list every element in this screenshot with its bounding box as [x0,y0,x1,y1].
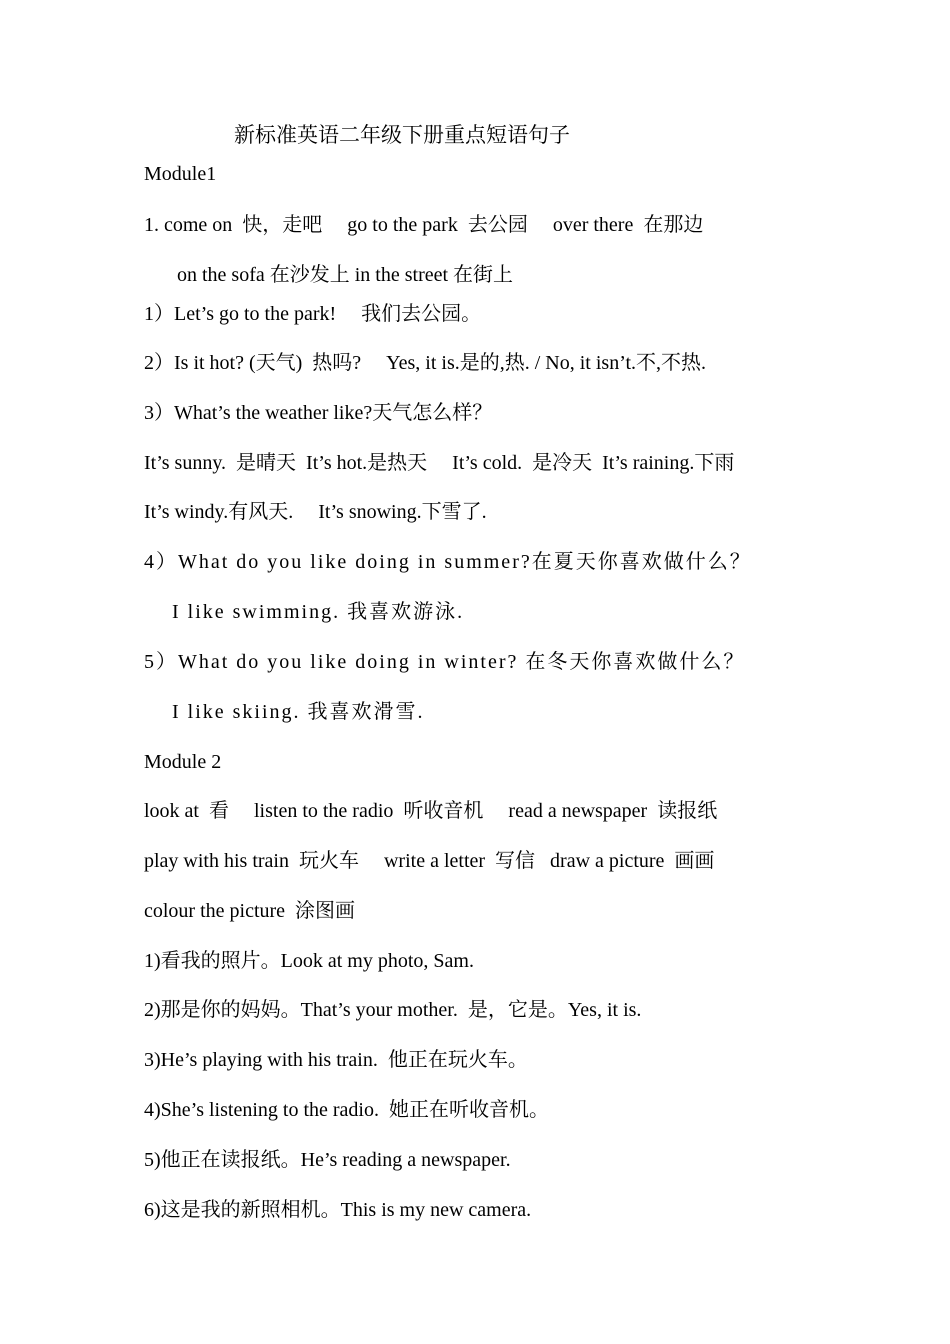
module2-phrases-line2: play with his train 玩火车 write a letter 写信 draw a picture 画画 [144,850,715,872]
module2-sentence-5: 5)他正在读报纸。He’s reading a newspaper. [144,1149,511,1171]
module2-phrases-line1: look at 看 listen to the radio 听收音机 read a newspaper 读报纸 [144,800,718,822]
module1-weather-line2: It’s windy.有风天. It’s snowing.下雪了. [144,501,487,523]
module1-sentence-5: 5）What do you like doing in winter? 在冬天你喜欢做什么？ [144,651,746,673]
page-title: 新标准英语二年级下册重点短语句子 [234,123,570,147]
module2-sentence-1: 1)看我的照片。Look at my photo, Sam. [144,950,474,972]
module1-sentence-3: 3）What’s the weather like?天气怎么样？ [144,402,493,424]
module1-sentence-4-answer: I like swimming. 我喜欢游泳. [172,601,465,623]
module2-sentence-6: 6)这是我的新照相机。This is my new camera. [144,1199,532,1221]
module1-phrases-line2: on the sofa 在沙发上 in the street 在街上 [177,264,514,286]
module1-heading: Module1 [144,163,217,185]
module1-sentence-2: 2）Is it hot? (天气) 热吗? Yes, it is.是的,热. / No, it isn’t.不,不热. [144,352,707,374]
module2-sentence-3: 3)He’s playing with his train. 他正在玩火车。 [144,1049,528,1071]
module2-phrases-line3: colour the picture 涂图画 [144,900,356,922]
module2-sentence-4: 4)She’s listening to the radio. 她正在听收音机。 [144,1099,549,1121]
module2-sentence-2: 2)那是你的妈妈。That’s your mother. 是，它是。Yes, it is. [144,999,642,1021]
module1-weather-line1: It’s sunny. 是晴天 It’s hot.是热天 It’s cold. 是冷天 It’s raining.下雨 [144,452,735,474]
module2-heading: Module 2 [144,751,222,773]
module1-phrases-line1: 1. come on 快，走吧 go to the park 去公园 over there 在那边 [144,214,704,236]
module1-sentence-4: 4）What do you like doing in summer?在夏天你喜欢做什么？ [144,551,752,573]
module1-sentence-1: 1）Let’s go to the park! 我们去公园。 [144,303,482,325]
module1-sentence-5-answer: I like skiing. 我喜欢滑雪. [172,701,425,723]
